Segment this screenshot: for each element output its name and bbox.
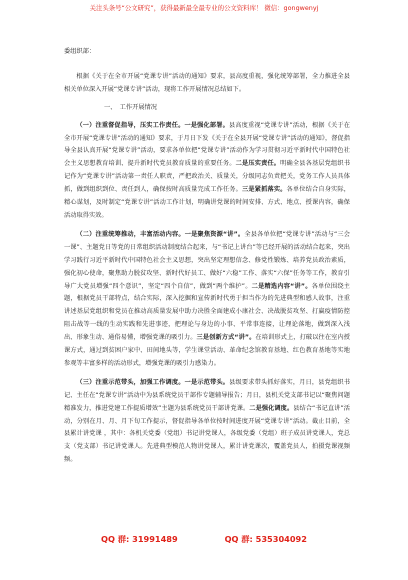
footer-qq-2: QQ 群: 535304092: [224, 534, 307, 544]
document-body: [64, 46, 350, 467]
paragraph-1-lead-3: 三是紧抓落实。: [242, 186, 287, 194]
paragraph-1-lead: （一）注重督促指导，压实工作责任。一是强化部署。: [76, 121, 229, 129]
paragraph-3: [64, 377, 350, 467]
paragraph-2-lead-3: 三是创新方式“讲”。: [196, 334, 256, 342]
paragraph-1-lead-2: 二是压实责任。: [235, 160, 281, 168]
paragraph-3-body-2: 县结合“书记直讲”活动，分别在月、月、月下旬工作提示，督促指导各单位按时间进度开展“党课专讲”活动。截止目前，全县累计讲党课 ，其中：各机关党委（党组）书记讲党课人，各级党委（党组）班子成员讲党课人，党总支（党支部）书记讲党课人。先进典型模范人物讲党课人，累计讲党课次，覆盖党员人，拍摄党课视频频。: [64, 404, 350, 464]
salutation: 委组织部：: [64, 48, 96, 55]
footer-qq-1: QQ 群: 31991489: [101, 534, 178, 544]
paragraph-2-body-2: 各单位围绕主题，根据党员干部特点，结合实际，深入挖掘和宣传新时代勇于担当作为的先进典型和感人故事，注重讲述基层党组织和党员在推动高质量发展中助力决胜全面建成小康社会、决战脱贫攻坚、打赢疫情防控阻击战等一线的生动实践和先进事迹，把理论与身边的小事、平常事连接，让理论落地，做到深入浅出、形象生动、通俗易懂，增强党课的吸引力。: [64, 282, 350, 342]
paragraph-3-lead-2: 二是强化调度。: [249, 404, 294, 412]
paragraph-2-body: 全县各单位把“党课专讲”活动与“三会一课”、主题党日等党的日常组织活动制度结合起来，与“书记上讲台”等已经开展的活动结合起来，突出学习践行习近平新时代中国特色社会主义思想，突出坚定理想信念、修党性锻炼、培养党员政治素质，强化初心使命，聚焦助力脱贫攻坚、新时代好员工、做好“六稳”工作、落实“六保”任务等工作，教育引导广大党员增强“四个意识”，坚定“四个自信”，做到“两个维护”。: [64, 230, 351, 290]
paragraph-2-lead-2: 二是精选内容“讲”。: [251, 282, 312, 290]
paragraph-1: [64, 120, 350, 223]
paragraph-3-body: 县级要求带头抓好落实，月日，县党组织书记、主任在“党课专讲”活动中为县系统党员干部作专题辅导报告；月日，县机关党支部书记以“聚焦问题 精准发力，推进党建工作提质增效”主题为县系统党员干部讲党课。: [64, 378, 350, 412]
paragraph-2-body-3: 在培训形式上，打破以往在室内授课方式，通过到贫困户家中、田间地头等，学生课堂活动、革命纪念馆教育基地、红色教育基地等实地参观等丰富多样的活动形式，增强党课的吸引力感染力。: [64, 334, 350, 367]
paragraph-3-lead: （三）注重示范带头，加强工作调度。一是示范带头。: [76, 378, 230, 386]
promo-banner: 关注头条号“公文研究”，获得最新最全最专业的公文资料库！ 微信：gongwenyj: [89, 4, 319, 12]
paragraph-2-lead: （二）注重统筹推动，丰富活动内容。一是聚焦资源“讲”。: [76, 230, 245, 238]
intro-paragraph: 根据《关于在全市开展“党课专讲”活动的通知》要求，县高度重视，强化统筹部署，全力推进全县相关单位深入开展“党课专讲”活动，现将工作开展情况总结如下。: [64, 72, 350, 93]
footer-contact: [0, 534, 408, 545]
paragraph-1-body-3: 各单位结合自身实际，精心谋划，及时制定“党课专讲”活动工作计划，明确讲党课的时间安排、方式、地点、授课内容，确保活动取得实效。: [64, 186, 351, 219]
paragraph-2: [64, 229, 350, 371]
paragraph-1-body: 县高度重视“党课专讲”活动，根据《关于在全市开展“党课专讲”活动的通知》要求，于月日下发《关于在全县开展“党课专讲”活动的通知》，督促指导全县认真开展“党课专讲”活动，要求各单位把“党课专讲”活动作为学习贯彻习近平新时代中国特色社会主义思想教育培训、提升新时代党员教育质量的重要任务。: [64, 121, 350, 168]
section-heading: 一、 工作开展情况: [104, 103, 158, 111]
paragraph-1-body-2: 明确全县各基层党组织书记作为“党课专讲”活动第一责任人职责，严把政治关、质量关，分级同志负责把关，党务工作人员具体抓，做到组织到位、责任到人，确保按时高质量完成工作任务。: [64, 160, 350, 194]
